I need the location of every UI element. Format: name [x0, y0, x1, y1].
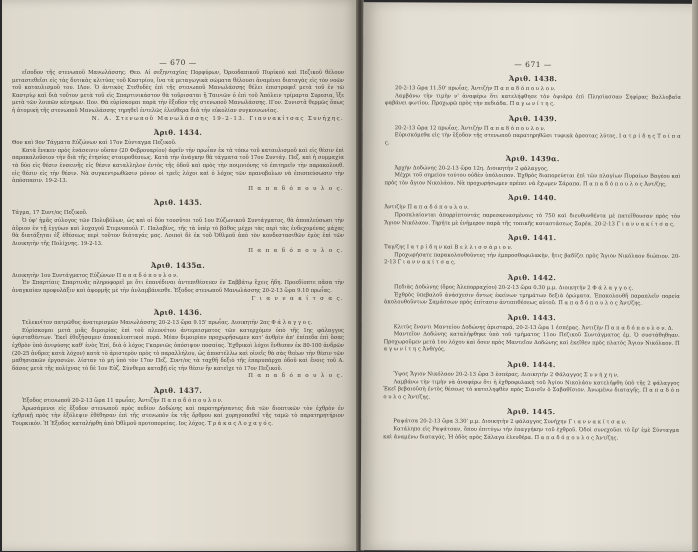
left-page	[2, 0, 358, 551]
entry-body: Ἐν Σπαρτίαις Σπαρτινᾶς πληροφορεῖ με ὅτι ἐπανέδιναι ἀντεπιθέσειαν ἐν Σαββάτῳ ἔχεις ἤδη. Προεδίοπτε πᾶσα τὴν ἀναγκαίαν προφυλάξιν καὶ ἀφορμῆς μὲ τὴν ἀνλαμβάνεσθε. Ἐξοδος στενωποῦ Μανωλάσσης 20-2-13 ὥρα 9.10 πρωΐας.	[12, 280, 344, 295]
right-page	[361, 2, 696, 552]
entry-addressee: Ταγ/ζης Ι α τ ρ ί δ η ν καὶ Β ε λ λ ι σ σ ά ρ ι ο ν.	[384, 244, 513, 252]
entry-heading: Ἀριθ. 1444.	[507, 359, 556, 370]
entry-body: Μαντεῖον Δοδώνης καταλήφθηκε ὑπὸ τοῦ τμήματος 11ου Πεζικοῦ Συντάγματος ἐμ. Ὁ συστάθηθηαν. Προχωροῦμεν μετὰ 1ου λόχου καὶ ὅσεν πρὸς Μαντεῖον Δοδώνης καὶ ἐκεῖθεν πρὸς πλατὸς Ἅγιον Νικόλαον. Π α γ ω ν ί τ η ς Ἀνθ/γός.	[383, 331, 680, 354]
entry-addressee: Τάγμα, 17 Συντ/ος Πεζικοῦ.	[12, 210, 88, 217]
entry-signature: Γ ι α ν ν α κ ί τ σ α ς.	[251, 295, 344, 302]
entry-addressee: Ἀρχὴν Δοδώνης 20-2-13 ὥρα 12η. Διοικητὴν 2 φάλαγγος.	[394, 164, 549, 172]
entry-body: Προσκλαίονται ἀπορρίπτοντάς παρεσκευασμένοις τὸ 750 καὶ διευθυνθέντα μὲ πατεῖθουσαν πρὸς τὸν Ἅγιον Νικόλαον. Τηρήτε μὲ ἐνήμερον παρὰ τῆς τοπικῆς καταστάσεως Σαρέα. 20-2-13 Γ ι α ν ν α κ ί τ σ α ς.	[384, 212, 681, 228]
entry-addressee: Τελεκνίτον πατρῶθος ἀνατερισμῶν Μανωλάσσης 20-2-13 ὥρα 9.15' πρωΐας. Διοικητὴν 2ας Φ ά λ α γ γ ο ς.	[22, 320, 313, 327]
entry-addressee: Διοικητὴν 1ου Συντάγματος Εὐζώνων Π α π α δ ό π ο υ λ ο ν.	[12, 272, 178, 279]
entry-heading: Ἀριθ. 1439.	[508, 113, 557, 123]
entry-heading: Ἀριθ. 1435α.	[151, 260, 205, 270]
entry-heading: Ἀριθ. 1445.	[507, 407, 556, 417]
entry-heading: Ἀριθ. 1436.	[153, 308, 203, 318]
intro-paragraph: εἴσοδον τῆς στενωποῦ Μανωλάσσης. Θεο. Αἱ σεξηνταχίας Πορφύρων, Ὀρεοδαπικοῦ Πυρίκού καὶ Πεζικοῦ θέλουν μεταστεθεῖσι εἰς τὰς δυτικὰς κλιτύας τοῦ Καστρίου, ἵνα τὰ μεταγωγικὰ σώματα θέλουσι ἀναμένει διαταγὰς εἰς τὸν νοῶν τοῦ καταυλισμοῦ του. ΙΛον. Ὁ ἀντικὸς Στεθυδὲς ἐπὶ τῆς στενωποῦ Μανωλάσσης θέλει ἐπιστραφεῖ μετὰ τοῦ ἐν τῶ Καστρίῳ καὶ διὰ τοῦτον μετὰ τοῦ εἰς Σπαρτινικάστον θὰ τοῦρισαται ἢ Ταινιῶν ὁ ἐπὶ τοῦ Ἀπόλειν τρίμαρτα Συρεσια, ἵξε μετὰ τῶν λοιπῶν κένηρων. ΙΙον. Θὰ εὐρίσκομαι παρὰ τὴν ἔξοδον τῆς στενωποῦ Μανωλάσσης. ΙΓον. Συνιστᾶ θερμῶς ὅπως ἡ ἀτομικὴ τῆς στενωποῦ Μανωλάσσης τηρηθεῖ ἐντελῶς ἐλεύθερα διὰ τὴν εὐκολίαν συγκοινωνίας.	[12, 70, 344, 114]
entry-body: Ἐχθρὸς ὑπεβαλοῦ ἀνάσχεσιν ὄντως ἐκείνων τμημάτων δεξιὰ ὁρώματα. Ἐπακολουθῆ παραπλεῖν πορεία ἀκολουθοῦντων Σαμάσσων πρὸς ἐπίτασιν ἀντεπιθέσεως αὐτοῦ. Π α π α δ ό π ο υ λ ο ς Ἀντ/ζης.	[383, 291, 680, 307]
entry-body: Εὑρισκόμεθα εἰς τὴν ἔξοδον τῆς στενωποῦ παρατηρηθῶσι τυφικὰ ἀρσοτας λύτος. Ι α τ ρ ί δ η ς Τ ο ί π α ς.	[384, 132, 681, 147]
entry-body: Λαμβάνω τὴν τιμὴν ν' ἀναφέρω ὅτι κατελήφθησε τὸν ὀψιάρα ἐπὶ Πλησίασσαν Σηφίρας Βαλλοβαῖα φαβάνει φωτίου. Προχωρῶ πρὸς τὴν πεδιάδα. Π α γ ω ν ί τ η ς.	[384, 92, 681, 108]
entry-heading: Ἀριθ. 1442.	[507, 272, 557, 283]
entry-heading: Ἀριθ. 1434.	[153, 128, 203, 138]
entry-body: Προχωρήσατε παρακολουθοῦντες τὴν ἐμπροσθοφυλακὴν, ἥτις βαδίζει πρὸς Ἅγιον Νικόλαον διώπιον. 20-2-13 Γ ι α ν ν α κ ί τ σ α ς.	[384, 252, 681, 266]
entry-addressee: Κλιτὺς ἔναντι Μαντείου Δοδώνης ἀρισταρά, 20-2-13 ὥρα 1 ἐσπέρας. Ἀντιζὴν Π α π α δ ό π ο υ λ ο ν. Δ.	[393, 323, 674, 332]
entry-addressee: Θον καὶ 9ον Τάγματα Εὐζώνων καὶ 17ον Σύνταγμα Πεζικοῦ.	[12, 140, 177, 147]
entry-body: Ὁ ὑφ' ἡμᾶς σύλογος τῶν Πολυβόλων, ὡς καὶ οἱ δύο τουσῦτοι τοῦ 1ου Εὐζωνικοῦ Συντάγματος, θὰ ἀποπλεύσωσι τὴν ἀὔριον ἐν τῇ ἐγγύων καὶ λοχαγοῦ Στερνοπούλ Γ. Παλαβίνς, τῆς τὰ ὑπὲρ τὸ βάθος μέχρι τὰς περὶ τὰς ἐνδεχομένας μάχας θὰ διατάξηται ἐξ ἐθέσεως περὶ τοῦτον διάταγάς μας. Λοιποὶ δὲ ἐκ τοῦ Ὀθλμοῦ ἀπὸ τὸν κονδεστασιθῶν ἐμὸς ἐπὶ τῶν Διοικητὴν τῆς Πολίχνης. 19-2-13.	[12, 217, 344, 247]
entry-heading: Ἀριθ. 1443.	[507, 312, 556, 322]
entry-signature: Π α π α δ ό π ο υ λ ο ς.	[248, 185, 344, 192]
page-number-left: — 670 —	[159, 58, 197, 67]
entry-addressee: Ἐξοδος στενωποῦ 20-2-13 ὥρα 11 πρωΐας. Ἀντιζὴν Π α π α δ ό π ο υ λ ο ν.	[22, 398, 223, 404]
page-stack-edge	[692, 0, 698, 551]
page-number-right: — 671 —	[514, 59, 552, 70]
entry-addressee: Ραψάτσα 20-2-13 ὥρα 3.30' μ.μ. Διοικητὴν 2 φάλαγγος Συνήχην Γ ι α ν ν α κ ί τ σ α ν.	[393, 418, 627, 426]
entry-addressee: 20-2-13 ὥρα 11.50' πρωΐας. Ἀντιζὴν Π α π α δ ό π ο υ λ ο ν.	[394, 85, 556, 93]
entry-body: Κατάληπο εἰς Ραψάτσαν, ὅπου ἐπιτύγω τὴν ἐπαγγήκην τοῦ ἐχθροῦ. Ὁδοὶ συνεχοῦσι τὸ ἔρ' ἐμὲ Σύνταγμα καὶ ἀναμένω διαταγάς. Ἡ ὁδὸς πρὸς Σάλαγα ἐλευθέρα. Π α π α δ ό π ο υ λ ο ς Ἀντ/ζης.	[383, 426, 680, 442]
entry-body: Κατὰ ἔνεκεν πρὸς ἐνάσεινιν οὔσαν (20 Φεβρουαρίου) ἀφεῖν τὴν πρωΐαν ἐκ τὰ τόπω τοῦ καταυλισμοῦ καὶ εἰς θέσιν ἐπὶ παρακαλοῦσιον τὴν διὰ τῆς ἐτησίας σταυροθέσεως. Κατὰ τὴν ἀνάγκην θὰ τάγματα τοῦ 17ου Συντάγ. Πεζ. καὶ ἡ συμμαχία τὰ δύο εἰς θέσιν ἐνσεινῆς εἰς θέσιν καταλληλον ἐντὸς τῆς ὁδοῦ καὶ πρὸς τὴν ποιμνιόνης τὸ ἐπιτηρεῖν τὴν παρακολουθ. εἰς θέσιν εἰς τὴν θέσιν. Νὰ συγκεντρωθῶσιν μόνον οἱ τρεῖς λόχοι καὶ ὁ λόχος τῶν πρανοβολων νὰ ἐπισπεύσωσιν τὴν ἀπόσπασιν. 19-2-13.	[12, 147, 344, 185]
entry-body: Εὑρίσκομαι μετὰ μιᾶς διμοιρίας ἐπὶ τοῦ πλεονέτου ἀντερεισματος τῶν κατερχόμεν ὑπὸ τῆς 1ης φάλαγγος ὑφισταθέντων. Ἐκεῖ ἐθεξήσαμεν ἀποκαλυπτικοὶ πυρά. Μέαν διμοιρίαν προχωρῆσωμεν κατ' ἀνθρὶν ἀπ' ἐπίπεδα ἐπὶ ὅσας ἐχθρὸν ὑπὸ ἀνιψύσης καθ' ἐνὸς Ἐπί, διὰ ὁ λόχος Γκαρνιῶς ὁπόσιψον ποσαίας. Ἐχθρικοὶ λόχοι ἔνθεσαν ἐκ 80-100 ἀνδρῶν (20-25 ἀνδρες κατὰ λόχον) κατὰ τὸ ἀριστερὸν πρὸς τὸ παραλλήλου, ὡς ἀποστέλλω καὶ οἰνεῖς θὰ σὰς θεέων τὴν θέσιν τῶν μαθησιακῶν ἐργασιῶν. λίσταν τὸ μὴ ὑπὸ τὸν 17ον Πεζ. Συντ/ος τὰ ταχθῆ δεξιὸ τῆς ἐπαρυπάρχα ὁδοῦ καὶ ἔνοις τοῦ Α. δάσος μετὰ τῆς πολίχνας τὸ δὲ 1ον Εὐζ. Σύνθεμα καταβῇ εἰς τὴν θέσιν ἥν κατεῖχε τὸ 17ον Πεζικοῦ.	[12, 327, 344, 372]
entry-addressee: Ὑψος Ἅγιον Νικόλαον 20-2-13 ὥρα 3 ἐσπέρας. Διοικητὴν 2 Φάλαγγος Σ υ ν ή χ η ν.	[393, 371, 619, 379]
entry-body: Ἀρωσάμενοι εἰς ἔξοδον στενωποῦ πρὸς πεδίον Δοδώνης καὶ παρατηρήσαντες διὰ τῶν διοπτικῶν τὸν ἐχθρὸν ἐν ἐχθρικῇ πρὸς τὴν ἐξόλεψιν ἐθέθησαν ἐπὶ τῆς στενωπὸν ἐκ τῆς ὄρθρου καὶ χορηγοπαθεῖ τῆς ταμῶ τὸ παρατηρητήριον Τουρκικόν. Ἡ Ἐξοδος καταλήφθη ἀπὸ Ὀθλμοῦ προτοπορείας. Ιος λόχος. Τ ρ ά κ α ς Λ ο χ α γ ό ς.	[12, 405, 344, 427]
entry-addressee: 20-2-13 ὥρα 12 πρωΐας. Ἀντιζὴν Π α π α δ ό π ο υ λ ο ν.	[394, 125, 546, 132]
entry-heading: Ἀριθ. 1435.	[153, 198, 203, 208]
entry-heading: Ἀριθ. 1437.	[153, 386, 203, 395]
entry-body: Λαμβάνω τὴν τιμὴν νὰ ἀναφέρω ὅτι ἡ ἐχθροφυλακὴ τοῦ Ἁγίου Νικολάου κατελήφθη ὑπὸ τῆς 2 φάλαγγος Ἐκεῖ βεβαιοῦσὴ ἐντὸς θέσεως τὸ κατειληφθὲν πρὸς Σιαισῖν ὁ Σαβαθῖσιον. Ἀνωμένω διαταγῆς. Π α π α δ ό π ο υ λ ο ς Ἀντ/ζης.	[383, 378, 680, 401]
entry-heading: Ἀριθ. 1441.	[508, 233, 557, 243]
entry-body: Μέχρι τοῦ σημείου τούτου οὐδὲν ὑπόλοιπον. Ἐχθρὸς διαπορεύεται ἐπὶ τῶν πλαγίων Πυραίων Βαγέου καὶ πρὸς τὸν ἄγιον Νικολάου. Νὰ προχωρήσωμεν πρέπει νὰ ἔχωμεν Σάραπα. Π α π α δ ό π ο υ λ ο ς Ἀντ/ζης.	[384, 172, 681, 188]
entry-addressee: Πεδιὰς Δοδώνης (ὄρος Ἀλεπορραχίου) 20-2-13 ὥρα 0.30 μ.μ. Διοικητὴν 2 Φ ά λ α γ γ ο ς.	[393, 284, 634, 292]
intro-signature: Ν. Α. Στενωποῦ Μανωλάσσης 19-2-13. Γιαννακίτσας Συνήχης.	[91, 115, 344, 122]
entry-heading: Ἀριθ. 1439α.	[505, 153, 560, 163]
entry-signature: Π α π α δ ό π ο υ λ ο ς.	[248, 373, 344, 380]
entry-heading: Ἀριθ. 1438.	[508, 73, 558, 84]
entry-addressee: Ἀντιζὴν Π α π α δ ό π ο υ λ ο ν.	[384, 204, 469, 212]
entry-signature: Π α π α δ ό π ο υ λ ο ς.	[248, 248, 344, 255]
entry-heading: Ἀριθ. 1440.	[508, 193, 557, 203]
